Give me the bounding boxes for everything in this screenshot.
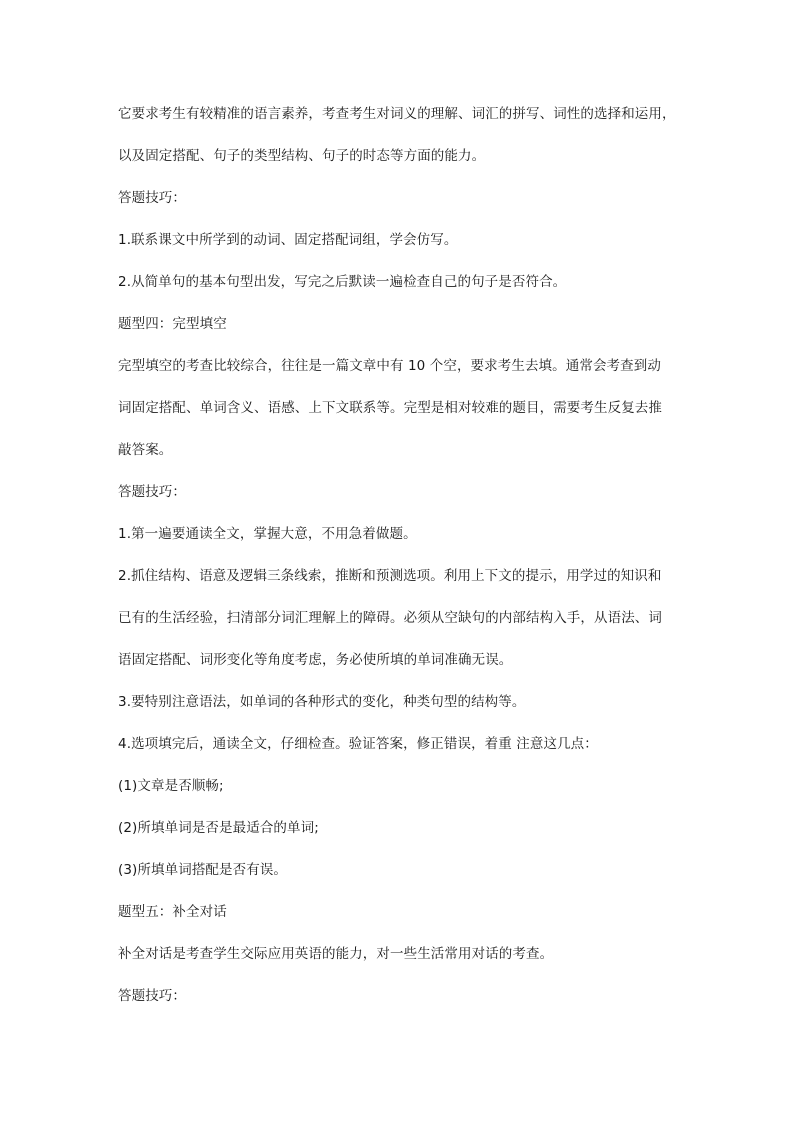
paragraph-line-cloze-1: 完型填空的考查比较综合，往往是一篇文章中有 10 个空，要求考生去填。通常会考查到动: [118, 358, 661, 374]
cloze-tip-2-line-2: 已有的生活经验，扫清部分词汇理解上的障碍。必须从空缺句的内部结构入手，从语法、词: [118, 610, 662, 626]
paragraph-line-2: 以及固定搭配、句子的类型结构、句子的时态等方面的能力。: [118, 148, 486, 164]
cloze-tip-3: 3.要特别注意语法，如单词的各种形式的变化，种类句型的结构等。: [118, 694, 526, 710]
section-heading-dialogue: 题型五：补全对话: [118, 904, 227, 920]
paragraph-line-1: 它要求考生有较精准的语言素养，考查考生对词义的理解、词汇的拼写、词性的选择和运用，: [118, 106, 676, 122]
tip-item-2: 2.从简单句的基本句型出发，写完之后默读一遍检查自己的句子是否符合。: [118, 274, 567, 290]
tip-item-1: 1.联系课文中所学到的动词、固定搭配词组，学会仿写。: [118, 232, 458, 248]
section-label-answer-tips-2: 答题技巧：: [118, 484, 186, 500]
section-label-answer-tips-3: 答题技巧：: [118, 988, 186, 1004]
check-point-1: (1)文章是否顺畅;: [118, 778, 224, 794]
cloze-tip-1: 1.第一遍要通读全文，掌握大意，不用急着做题。: [118, 526, 417, 542]
cloze-tip-4: 4.选项填完后，通读全文，仔细检查。验证答案，修正错误，着重 注意这几点：: [118, 736, 598, 752]
section-label-answer-tips: 答题技巧：: [118, 190, 186, 206]
cloze-tip-2-line-3: 语固定搭配、词形变化等角度考虑，务必使所填的单词准确无误。: [118, 652, 513, 668]
section-heading-cloze: 题型四：完型填空: [118, 316, 227, 332]
cloze-tip-2-line-1: 2.抓住结构、语意及逻辑三条线索，推断和预测选项。利用上下文的提示，用学过的知识和: [118, 568, 662, 584]
check-point-3: (3)所填单词搭配是否有误。: [118, 862, 288, 878]
document-body: [118, 104, 698, 1006]
paragraph-line-cloze-2: 词固定搭配、单词含义、语感、上下文联系等。完型是相对较难的题目，需要考生反复去推: [118, 400, 662, 416]
check-point-2: (2)所填单词是否是最适合的单词;: [118, 820, 319, 836]
paragraph-line-cloze-3: 敲答案。: [118, 442, 173, 458]
paragraph-line-dialogue: 补全对话是考查学生交际应用英语的能力，对一些生活常用对话的考查。: [118, 946, 554, 962]
